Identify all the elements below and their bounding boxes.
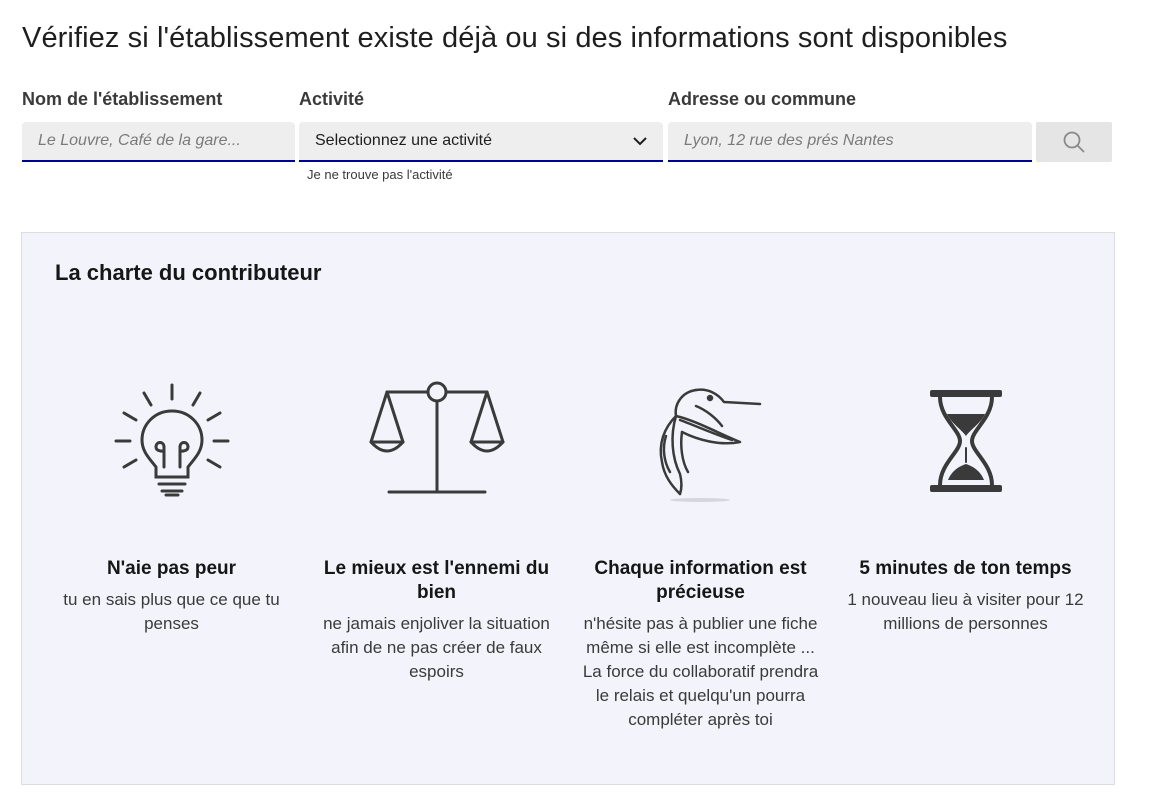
charter-item-no-fear: [39, 373, 304, 636]
search-button[interactable]: [1036, 122, 1112, 162]
charter-item-title: Le mieux est l'ennemi du bien: [323, 558, 550, 603]
search-icon: [1063, 131, 1085, 153]
charter-item-text: tu en sais plus que ce que tu penses: [63, 590, 280, 633]
charter-item-precious-info: [568, 373, 833, 732]
contributor-charter-panel: [21, 232, 1115, 785]
charter-item-better-enemy: [304, 373, 569, 684]
address-label: Adresse ou commune: [668, 89, 857, 109]
activity-label: Activité: [299, 89, 365, 109]
establishment-name-label: Nom de l'établissement: [22, 89, 223, 109]
activity-not-found-link[interactable]: Je ne trouve pas l'activité: [307, 167, 453, 182]
balance-scale-icon: [369, 380, 505, 507]
charter-item-text: n'hésite pas à publier une fiche même si elle est incomplète ... La force du collaboratif prendra le relais et quelqu'un pourra compléter après toi: [582, 614, 819, 729]
hourglass-icon: [926, 386, 1006, 501]
chevron-down-icon: [633, 134, 647, 148]
lightbulb-icon: [112, 381, 232, 506]
hummingbird-icon: [636, 376, 766, 511]
charter-item-title: N'aie pas peur: [106, 558, 237, 579]
charter-title: La charte du contributeur: [55, 260, 322, 285]
page-title: Vérifiez si l'établissement existe déjà ou si des informations sont disponibles: [22, 22, 1008, 54]
address-input[interactable]: [668, 122, 1032, 162]
charter-item-title: Chaque information est précieuse: [594, 558, 807, 603]
activity-select-value: Selectionnez une activité: [315, 132, 492, 149]
charter-item-five-minutes: [833, 373, 1098, 636]
charter-item-title: 5 minutes de ton temps: [859, 558, 1072, 579]
activity-select[interactable]: [299, 122, 663, 162]
establishment-name-input[interactable]: [22, 122, 295, 162]
charter-item-text: 1 nouveau lieu à visiter pour 12 millions de personnes: [847, 590, 1084, 633]
charter-item-text: ne jamais enjoliver la situation afin de ne pas créer de faux espoirs: [323, 614, 550, 681]
